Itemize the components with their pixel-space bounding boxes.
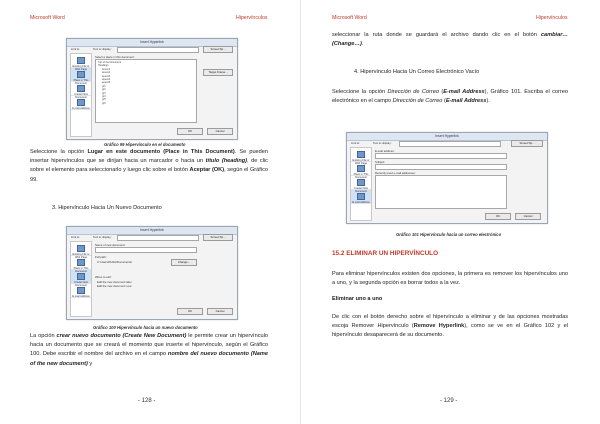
text-to-display-label: Text to display: xyxy=(93,47,112,51)
insert-hyperlink-dialog-place xyxy=(66,38,238,140)
caption-grafico-100: Gráfico 100 Hipervínculo hacia un nuevo documento xyxy=(93,325,198,330)
tree-item[interactable]: anexo4 xyxy=(102,78,111,82)
name-of-new-document-input[interactable] xyxy=(95,247,197,253)
subject-label: Subject: xyxy=(375,160,386,164)
tile-place-in-document[interactable]: Place in This Document xyxy=(71,68,91,82)
tree-item[interactable]: anexo3 xyxy=(102,74,111,78)
globe-icon xyxy=(77,245,85,252)
paragraph-place-in-document: Seleccione la opción Lugar en este documento (Place in This Document). Se pueden insertar hipervínculos que se dirijan hacia un marcador o hacia un título (heading), de clic sobre el elemento para seleccionarlo y luego clic sobre el botón Aceptar (OK), según el Gráfico 99. xyxy=(30,149,269,183)
name-of-new-document-label: Name of new document: xyxy=(95,243,126,247)
tree-item[interactable]: anexo2 xyxy=(102,71,111,75)
screentip-button[interactable]: ScreenTip... xyxy=(511,140,543,147)
target-frame-button[interactable]: Target Frame... xyxy=(203,69,233,76)
paragraph-email-address: Seleccione la opción Dirección de Correo (E-mail Address), Gráfico 101. Escriba el correo electrónico en el campo Dirección de Correo (E-mail Address). xyxy=(332,89,568,105)
section-heading: 15.2 ELIMINAR UN HIPERVÍNCULO xyxy=(332,250,439,257)
dialog-title: Insert Hyperlink xyxy=(67,227,237,235)
edit-later-radio[interactable]: Edit the new document later xyxy=(97,280,132,284)
recent-addresses-list[interactable] xyxy=(375,175,507,209)
link-to-label: Link to: xyxy=(71,235,81,239)
header-left: Microsoft Word xyxy=(30,15,65,21)
recent-addresses-label: Recently used e-mail addresses: xyxy=(375,171,416,175)
document-places-tree[interactable] xyxy=(95,59,197,123)
tile-email-address[interactable]: E-mail Address xyxy=(71,284,91,298)
ok-button[interactable]: OK xyxy=(177,128,203,135)
tree-item[interactable]: gr4 xyxy=(102,95,106,99)
globe-icon xyxy=(357,151,365,158)
page-129 xyxy=(300,0,600,424)
tree-item[interactable]: gr2 xyxy=(102,88,106,92)
tile-place-in-document[interactable]: Place in This Document xyxy=(71,256,91,270)
tile-existing-file[interactable]: Existing File or Web Page xyxy=(71,54,91,68)
subheading-uno-a-uno: Eliminar uno a uno xyxy=(332,296,383,302)
tree-item[interactable]: anexo1 xyxy=(102,67,111,71)
page-number: - 129 - xyxy=(440,398,458,404)
change-button[interactable]: Change... xyxy=(171,259,197,266)
tile-existing-file[interactable]: Existing File or Web Page xyxy=(351,148,371,162)
email-address-label: E-mail address: xyxy=(375,149,395,153)
link-to-label: Link to: xyxy=(71,47,81,51)
cancel-button[interactable]: Cancel xyxy=(207,308,233,315)
tile-existing-file[interactable]: Existing File or Web Page xyxy=(71,242,91,256)
paragraph-change-path: seleccionar la ruta donde se guardará el archivo dando clic en el botón cambiar… (Change…). xyxy=(332,32,568,48)
tree-item[interactable]: Top of the Document xyxy=(98,61,122,64)
email-address-input[interactable] xyxy=(375,153,507,159)
tree-item[interactable]: anexo5 xyxy=(102,81,111,85)
tree-item[interactable]: gr3 xyxy=(102,91,106,95)
caption-grafico-101: Gráfico 101 Hipervínculo hacia un correo electrónico xyxy=(396,232,502,237)
new-document-icon xyxy=(357,179,365,186)
tree-item[interactable]: Headings xyxy=(98,64,109,68)
document-icon xyxy=(77,71,85,78)
list-item-4: 4. Hipervínculo Hacia Un Correo Electrónico Vacío xyxy=(354,69,480,75)
tile-email-address[interactable]: E-mail Address xyxy=(351,190,371,204)
text-to-display-input[interactable] xyxy=(117,235,199,241)
text-to-display-label: Text to display: xyxy=(93,235,112,239)
paragraph-create-new-document: La opción crear nuevo documento (Create New Document) le permite crear un hipervínculo hacia un documento que se creará el momento que inserte el hipervínculo, según el Gráfico 100. Debe escribir el nombre del archivo en el campo nombre del nuevo documento (Name of the new document) y xyxy=(30,333,268,367)
paragraph-eliminar-intro: Para eliminar hipervínculos existen dos opciones, la primera es remover los hipervínculos uno a uno, y la segunda opción es borrar todos a la vez. xyxy=(332,271,568,287)
document-icon xyxy=(77,259,85,266)
new-document-icon xyxy=(77,85,85,92)
header-right: Hipervínculos xyxy=(236,15,268,21)
subject-input[interactable] xyxy=(375,164,507,170)
dialog-title: Insert Hyperlink xyxy=(67,39,237,47)
tree-item[interactable]: gr5 xyxy=(102,98,106,102)
paragraph-remove-hyperlink: De clic con el botón derecho sobre el hipervínculo a eliminar y de las opciones mostradas escoja Remover Hipervínculo (Remove Hyperlink), como se ve en el Gráfico 102 y el hipervínculo desaparecerá de su documento. xyxy=(332,314,568,339)
full-path-label: Full path: xyxy=(95,255,107,259)
link-to-sidebar xyxy=(70,241,92,317)
page-number: - 128 - xyxy=(138,398,156,404)
tree-item[interactable]: gr6 xyxy=(102,101,106,105)
header-left: Microsoft Word xyxy=(332,15,367,21)
link-to-sidebar xyxy=(70,53,92,137)
cancel-button[interactable]: Cancel xyxy=(515,213,541,220)
header-right: Hipervínculos xyxy=(536,15,568,21)
email-icon xyxy=(357,193,365,200)
tree-item[interactable]: gr1 xyxy=(102,84,106,88)
link-to-label: Link to: xyxy=(351,141,361,145)
cancel-button[interactable]: Cancel xyxy=(207,128,233,135)
ok-button[interactable]: OK xyxy=(177,308,203,315)
select-place-label: Select a place in this document: xyxy=(95,55,135,59)
screentip-button[interactable]: ScreenTip... xyxy=(203,46,233,53)
new-document-icon xyxy=(77,273,85,280)
dialog-title: Insert Hyperlink xyxy=(347,133,547,141)
tile-create-new-document[interactable]: Create New Document xyxy=(71,270,91,284)
edit-now-radio[interactable]: Edit the new document now xyxy=(97,284,132,288)
email-icon xyxy=(77,99,85,106)
insert-hyperlink-dialog-email xyxy=(346,132,548,224)
globe-icon xyxy=(77,57,85,64)
ok-button[interactable]: OK xyxy=(485,213,511,220)
tile-place-in-document[interactable]: Place in This Document xyxy=(351,162,371,176)
tile-create-new-document[interactable]: Create New Document xyxy=(351,176,371,190)
screentip-button[interactable]: ScreenTip... xyxy=(203,234,233,241)
list-item-3: 3. Hipervínculo Hacia Un Nuevo Documento xyxy=(52,205,162,211)
tile-create-new-document[interactable]: Create New Document xyxy=(71,82,91,96)
caption-grafico-99: Gráfico 99 Hipervínculo en el documento xyxy=(104,142,186,147)
tile-email-address[interactable]: E-mail Address xyxy=(71,96,91,110)
when-to-edit-label: When to edit: xyxy=(95,275,112,279)
insert-hyperlink-dialog-new-document xyxy=(66,226,238,320)
email-icon xyxy=(77,287,85,294)
full-path-value: C:\Users\Public\Documents\ xyxy=(97,260,132,264)
text-to-display-label: Text to display: xyxy=(373,141,392,145)
document-icon xyxy=(357,165,365,172)
text-to-display-input[interactable] xyxy=(399,141,501,147)
text-to-display-input[interactable] xyxy=(117,47,199,53)
link-to-sidebar xyxy=(350,147,372,221)
